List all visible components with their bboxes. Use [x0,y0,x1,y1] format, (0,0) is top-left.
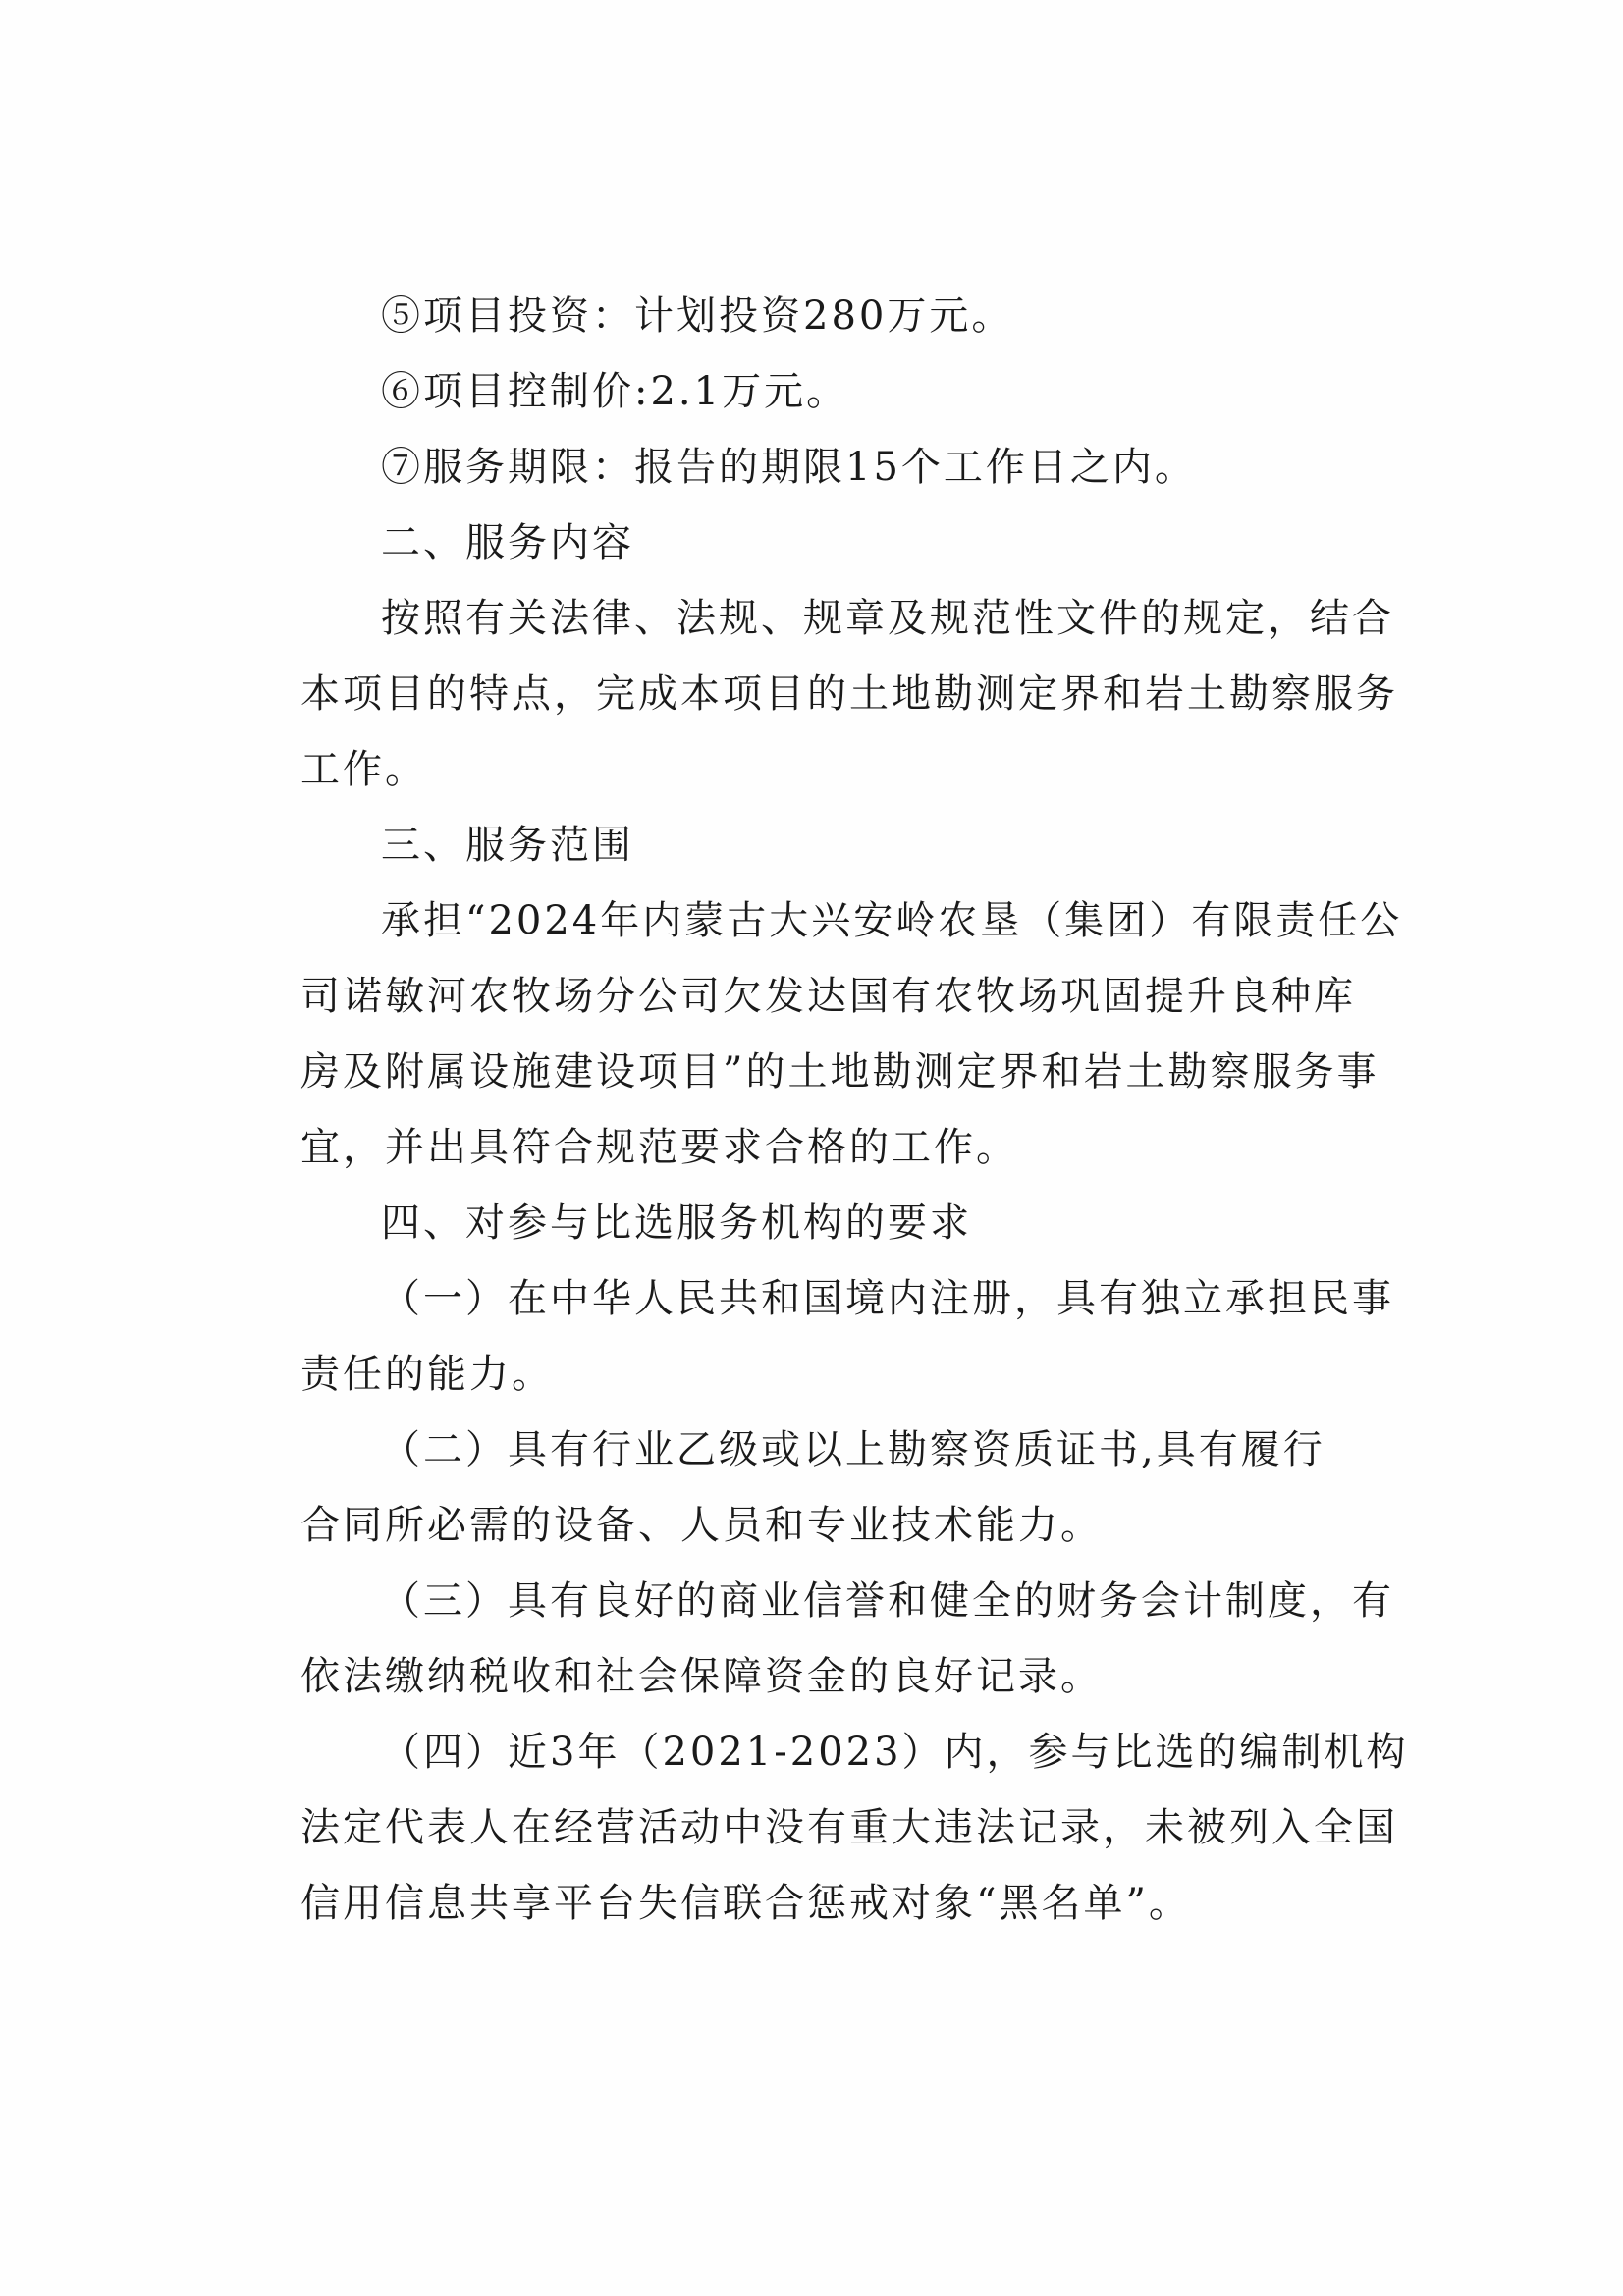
paragraph-line: （三）具有良好的商业信誉和健全的财务会计制度，有 [381,1578,1394,1624]
paragraph-service-period [300,430,1322,506]
paragraph-line: ⑥项目控制价:2.1万元。 [381,369,849,414]
paragraph-requirement-4 [300,1715,1409,1942]
paragraph-line: 承担“2024年内蒙古大兴安岭农垦（集团）有限责任公 [381,898,1403,943]
document-body [300,279,1409,1942]
paragraph-line: 本项目的特点，完成本项目的土地勘测定界和岩土勘察服务 [300,671,1398,717]
paragraph-line: 工作。 [300,747,427,792]
heading-requirements [300,1186,1322,1261]
paragraph-line: （二）具有行业乙级或以上勘察资质证书,具有履行 [381,1427,1325,1472]
paragraph-service-content [300,581,1398,808]
paragraph-requirement-2 [300,1413,1325,1564]
section-heading: 四、对参与比选服务机构的要求 [381,1201,972,1246]
paragraph-requirement-3 [300,1564,1394,1715]
paragraph-line: 按照有关法律、法规、规章及规范性文件的规定，结合 [381,596,1394,641]
heading-service-scope [300,808,1322,883]
paragraph-line: 责任的能力。 [300,1352,554,1397]
paragraph-requirement-1 [300,1261,1394,1413]
paragraph-line: （一）在中华人民共和国境内注册，具有独立承担民事 [381,1276,1394,1321]
paragraph-line: 房及附属设施建设项目”的土地勘测定界和岩土勘察服务事 [300,1049,1380,1095]
paragraph-line: 合同所必需的设备、人员和专业技术能力。 [300,1503,1103,1548]
section-heading: 二、服务内容 [381,520,634,565]
paragraph-line: （四）近3年（2021-2023）内，参与比选的编制机构 [381,1730,1409,1775]
paragraph-line: ⑦服务期限：报告的期限15个工作日之内。 [381,445,1197,490]
section-heading: 三、服务范围 [381,823,634,868]
paragraph-control-price [300,354,1322,430]
paragraph-investment [300,279,1322,354]
paragraph-line: 信用信息共享平台失信联合惩戒对象“黑名单”。 [300,1881,1191,1926]
paragraph-service-scope [300,883,1403,1186]
paragraph-line: ⑤项目投资：计划投资280万元。 [381,294,1014,339]
paragraph-line: 依法缴纳税收和社会保障资金的良好记录。 [300,1654,1103,1699]
paragraph-line: 法定代表人在经营活动中没有重大违法记录，未被列入全国 [300,1805,1398,1850]
heading-service-content [300,506,1322,581]
paragraph-line: 宜，并出具符合规范要求合格的工作。 [300,1125,1018,1170]
paragraph-line: 司诺敏河农牧场分公司欠发达国有农牧场巩固提升良种库 [300,974,1356,1019]
